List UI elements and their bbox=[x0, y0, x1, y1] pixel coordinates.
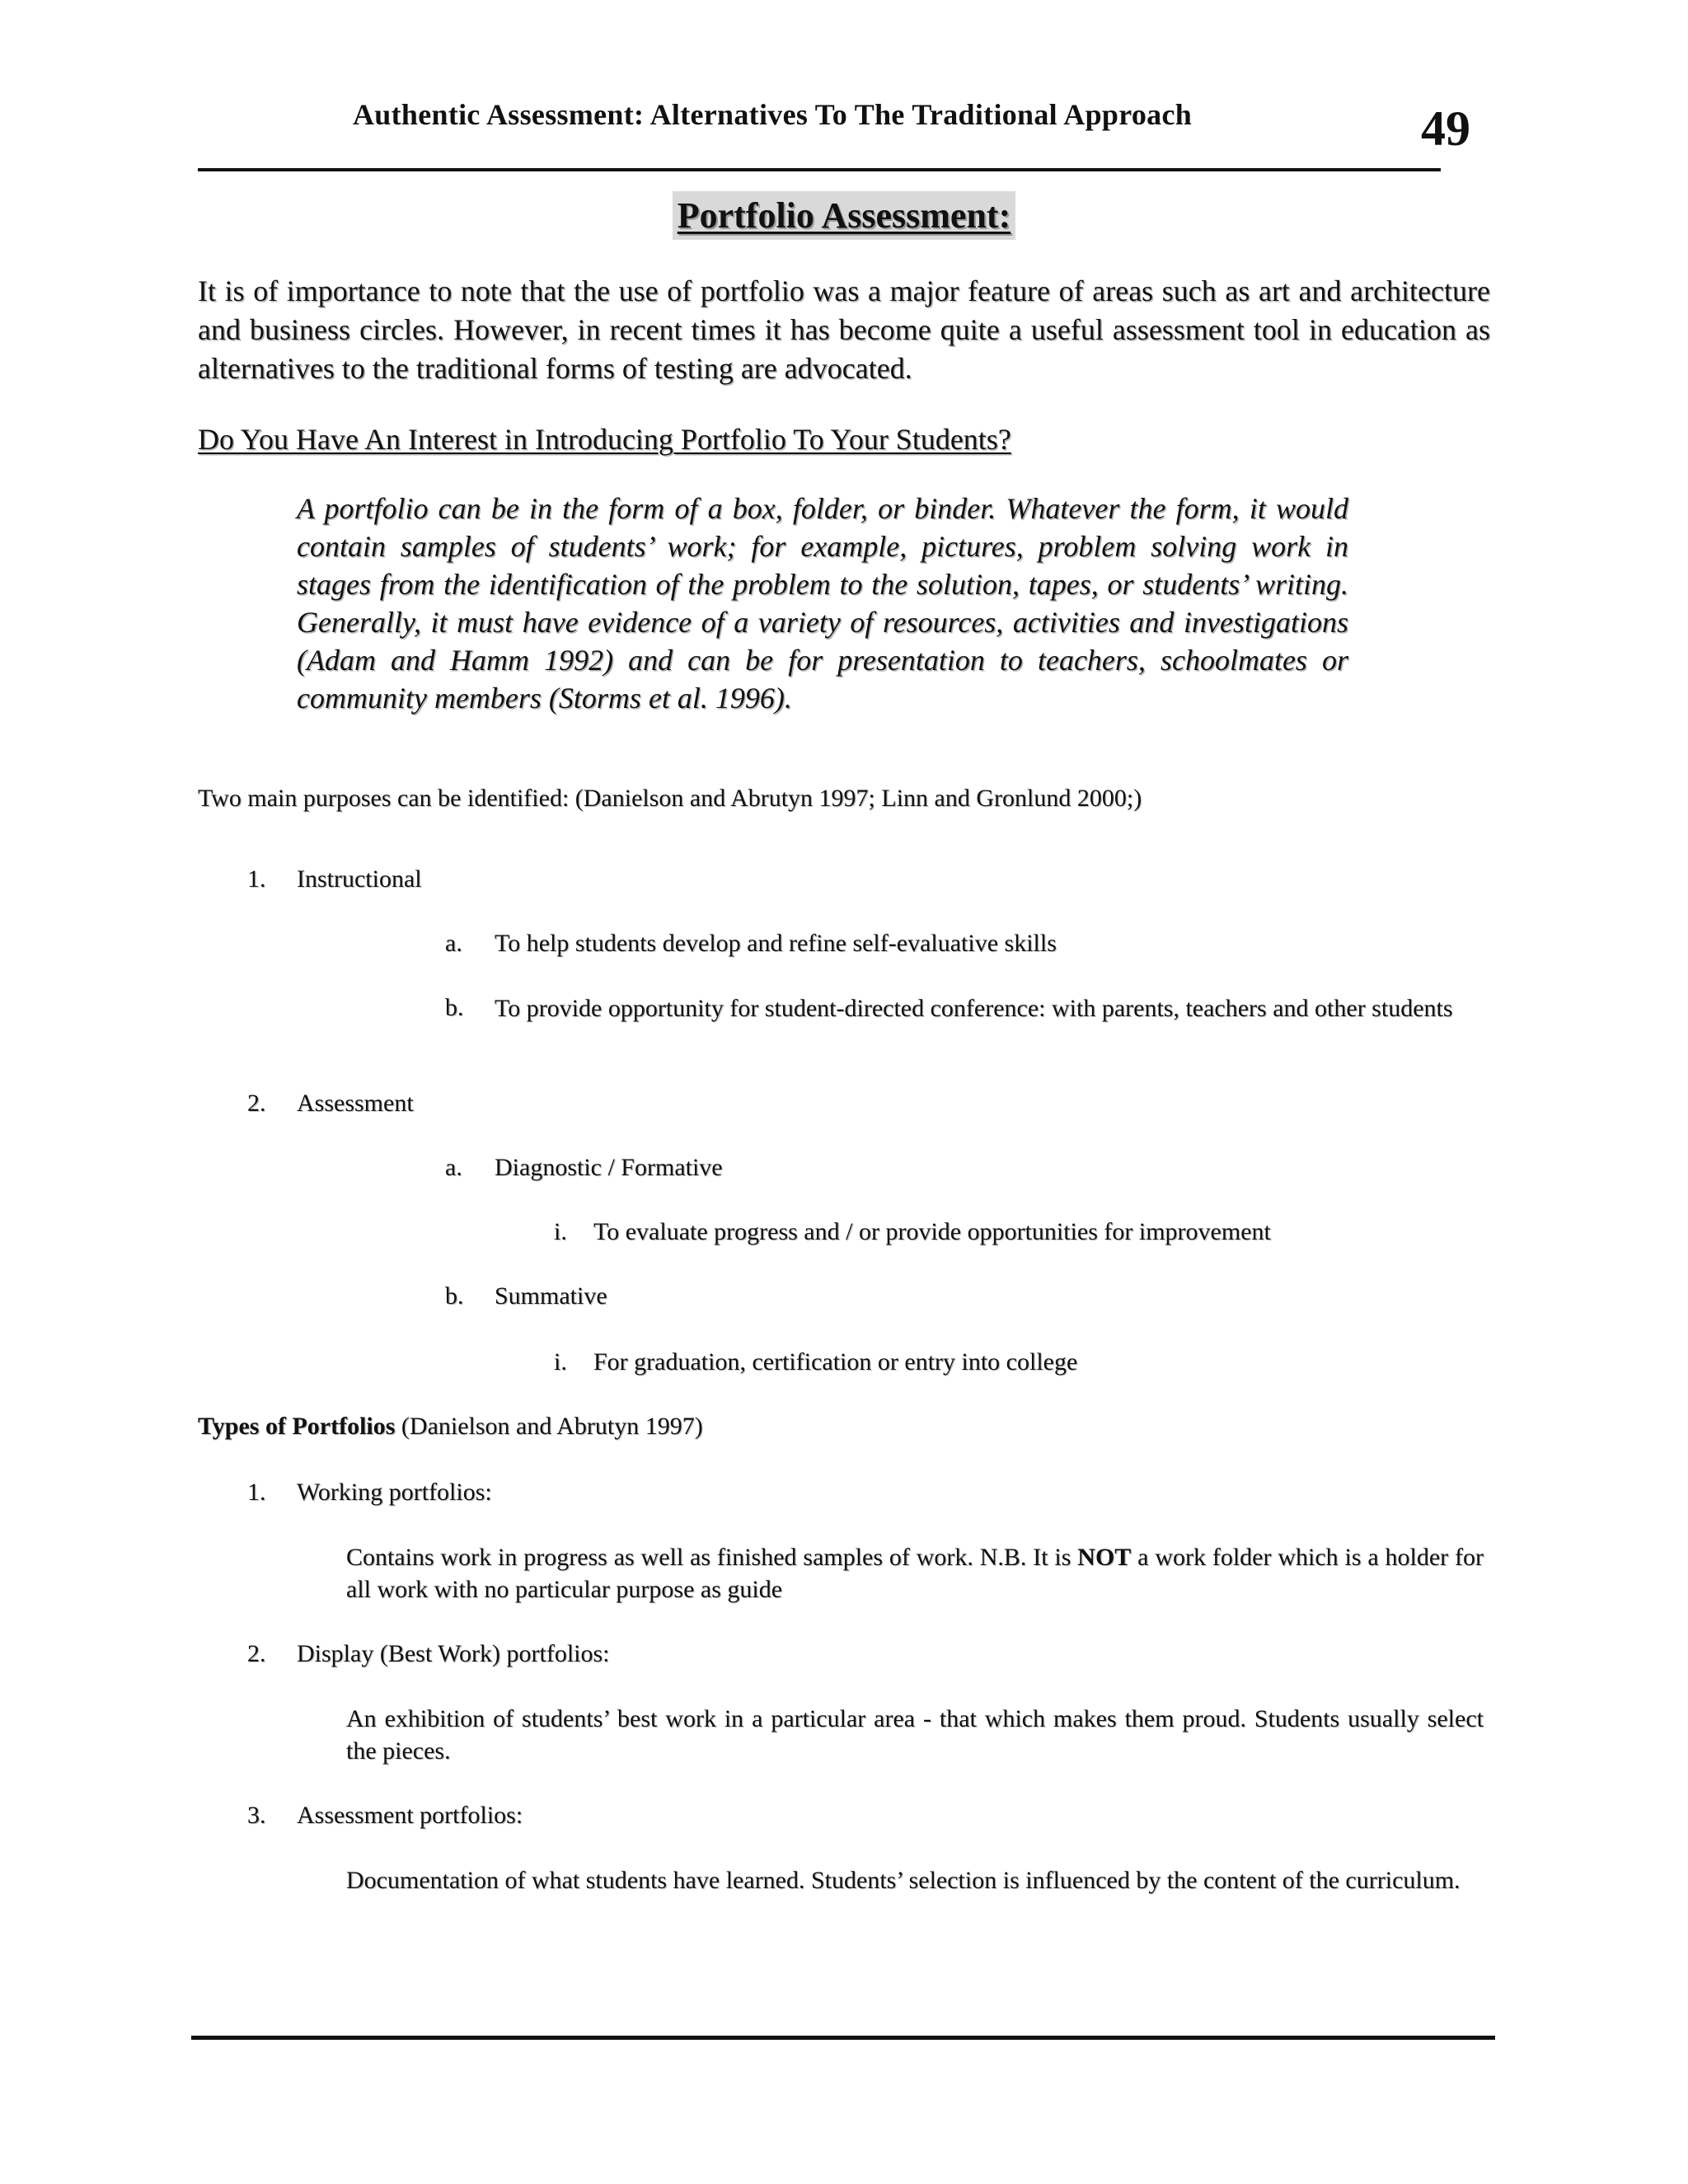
type-description-emphasis: NOT bbox=[1077, 1544, 1132, 1571]
subitem-detail: For graduation, certification or entry into college bbox=[593, 1348, 1078, 1376]
subitem-letter: b. bbox=[445, 994, 464, 1021]
purpose-number: 2. bbox=[247, 1090, 266, 1117]
subitem-text: Summative bbox=[495, 1282, 607, 1310]
purpose-label: Instructional bbox=[297, 865, 422, 893]
section-title: Portfolio Assessment: bbox=[673, 191, 1016, 240]
subitem-detail: To evaluate progress and / or provide opportunities for improvement bbox=[593, 1218, 1271, 1245]
type-description: An exhibition of students’ best work in a particular area - that which makes them proud. Students usually select the pieces. bbox=[346, 1705, 1484, 1765]
page-number: 49 bbox=[1421, 101, 1470, 156]
subitem-roman: i. bbox=[554, 1348, 567, 1376]
portfolio-quote: A portfolio can be in the form of a box, folder, or binder. Whatever the form, it would contain samples of students’ work; for example, pictures, problem solving work in stages from the identification of the problem to the solution, tapes, or students’ writing. Generally, it must have evidence of a variety of resources, activities and investigations (Adam and Hamm 1992) and can be for presentation to teachers, schoolmates or community members (Storms et al. 1996). bbox=[297, 492, 1348, 715]
intro-paragraph: It is of importance to note that the use of portfolio was a major feature of areas such as art and architecture and business circles. However, in recent times it has become quite a useful assessment tool in education as alternatives to the traditional forms of testing are advocated. bbox=[198, 274, 1490, 385]
subitem-letter: a. bbox=[445, 1154, 462, 1181]
type-description-text: a work folder which is a holder for all work with no particular purpose as guide bbox=[346, 1544, 1484, 1603]
type-description-text: Contains work in progress as well as finished samples of work. N.B. It is bbox=[346, 1544, 1078, 1571]
section-title-container bbox=[0, 191, 1688, 240]
types-heading-bold: Types of Portfolios bbox=[198, 1413, 396, 1440]
purposes-intro: Two main purposes can be identified: (Danielson and Abrutyn 1997; Linn and Gronlund 2000;) bbox=[198, 785, 1142, 812]
types-heading-citation: (Danielson and Abrutyn 1997) bbox=[395, 1413, 703, 1440]
type-number: 3. bbox=[247, 1802, 266, 1829]
type-description bbox=[346, 1541, 1484, 1605]
type-number: 2. bbox=[247, 1640, 266, 1667]
type-number: 1. bbox=[247, 1479, 266, 1506]
subitem-letter: b. bbox=[445, 1282, 464, 1310]
type-description: Documentation of what students have learned. Students’ selection is influenced by the content of the curriculum. bbox=[346, 1867, 1461, 1894]
subitem-roman: i. bbox=[554, 1218, 567, 1245]
running-header-title: Authentic Assessment: Alternatives To The Traditional Approach bbox=[353, 98, 1193, 131]
type-label: Display (Best Work) portfolios: bbox=[297, 1640, 610, 1667]
subitem-letter: a. bbox=[445, 930, 462, 957]
type-label: Working portfolios: bbox=[297, 1479, 492, 1506]
purpose-label: Assessment bbox=[297, 1090, 414, 1117]
subitem-text: To provide opportunity for student-directed conference: with parents, teachers and other students bbox=[495, 995, 1453, 1022]
purpose-number: 1. bbox=[247, 865, 266, 893]
question-heading: Do You Have An Interest in Introducing Portfolio To Your Students? bbox=[198, 423, 1011, 456]
footer-rule bbox=[191, 2036, 1495, 2040]
types-heading bbox=[198, 1413, 703, 1441]
subitem-text: To help students develop and refine self-evaluative skills bbox=[495, 930, 1057, 957]
header-rule bbox=[198, 168, 1441, 171]
subitem-text: Diagnostic / Formative bbox=[495, 1154, 723, 1181]
type-label: Assessment portfolios: bbox=[297, 1802, 523, 1829]
